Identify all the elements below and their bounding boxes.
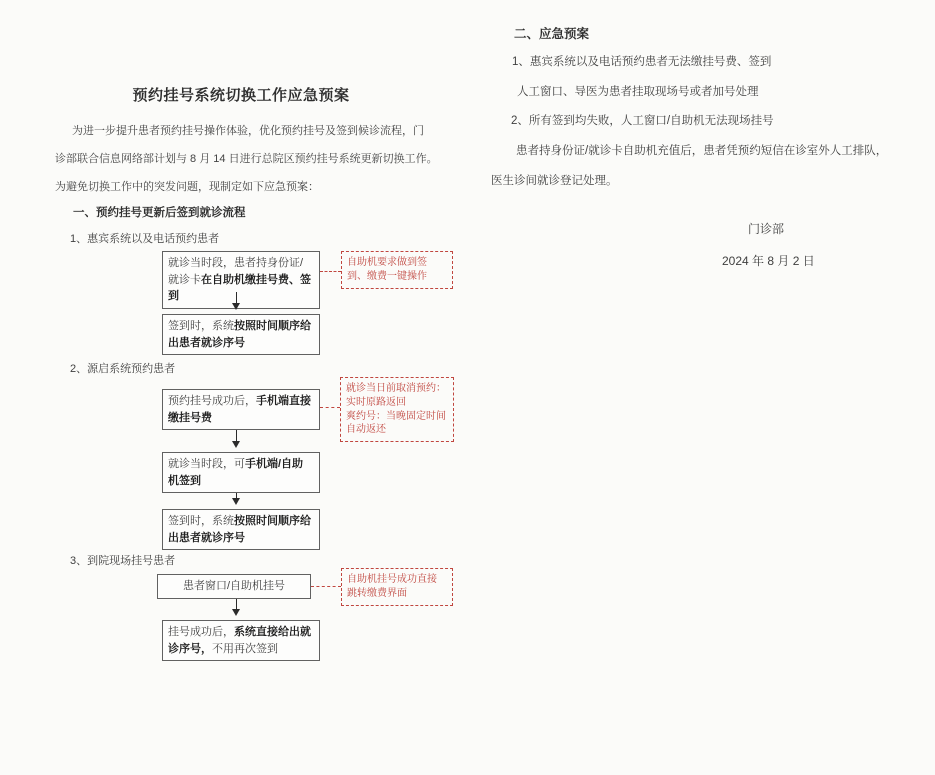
subsection-1-label: 1、惠宾系统以及电话预约患者: [70, 233, 220, 245]
flow1-step1-box: [162, 251, 320, 309]
flow2-note-line: 爽约号：当晚固定时间: [346, 410, 446, 422]
document-title: 预约挂号系统切换工作应急预案: [132, 87, 350, 104]
section1-heading: 一、预约挂号更新后签到就诊流程: [73, 207, 246, 219]
section2-line-1: 1、惠宾系统以及电话预约患者无法缴挂号费、签到: [512, 56, 772, 68]
flow3-step2-post-text: 不用再次签到: [212, 642, 278, 655]
down-arrow-icon: [236, 292, 237, 307]
subsection-3-label: 3、到院现场挂号患者: [70, 555, 176, 567]
flow2-step1-box: [162, 389, 320, 430]
flow2-step2-box: [162, 452, 320, 493]
flow1-step2-text: 签到时，系统: [168, 320, 234, 332]
down-arrow-icon: [236, 493, 237, 502]
flow3-note-box: [341, 568, 453, 606]
intro-line-1: 为进一步提升患者预约挂号操作体验，优化预约挂号及签到候诊流程，门: [72, 125, 424, 137]
dashed-connector-3: [311, 586, 341, 587]
flow1-step2-box: [162, 314, 320, 355]
down-arrow-icon: [236, 430, 237, 445]
intro-line-2: 诊部联合信息网络部计划与 8 月 14 日进行总院区预约挂号系统更新切换工作。: [55, 153, 438, 165]
flow1-note-line: 自助机要求做到签: [347, 257, 427, 268]
subsection-2-label: 2、源启系统预约患者: [70, 363, 176, 375]
dashed-connector-1: [320, 271, 341, 272]
flow2-note-box: [340, 377, 454, 442]
flow2-note-line: 自动返还: [346, 424, 386, 436]
signature-department: 门诊部: [748, 222, 785, 236]
dashed-connector-2: [320, 407, 340, 408]
flow2-step3-bold-text: 按照时间顺序给出患者就诊序号: [168, 515, 311, 544]
flow2-step1-bold-text: 手机端直接缴挂号费: [168, 395, 311, 424]
flow3-step1-box: [157, 574, 311, 599]
flow1-note-box: [341, 251, 453, 289]
flow2-note-line: 就诊当日前取消预约：: [346, 383, 446, 394]
flow1-step1-text: 就诊当时段，患者持身份证/就诊卡: [168, 257, 304, 286]
signature-date: 2024 年 8 月 2 日: [722, 254, 815, 268]
flow3-step2-box: [162, 620, 320, 661]
flow2-step3-box: [162, 509, 320, 550]
flow3-step1-text: 患者窗口/自助机挂号: [182, 580, 286, 592]
section2-line-4: 患者持身份证/就诊卡自助机充值后，患者凭预约短信在诊室外人工排队，: [516, 145, 888, 157]
section2-line-5: 医生诊间就诊登记处理。: [491, 175, 618, 187]
flow1-step2-bold-text: 按照时间顺序给出患者就诊序号: [168, 320, 311, 349]
flow3-note-line: 跳转缴费界面: [347, 587, 407, 599]
flow2-step2-bold-text: 手机端/自助机签到: [168, 458, 304, 487]
section2-heading: 二、应急预案: [514, 27, 590, 41]
flow1-step1-bold-text: 在自助机缴挂号费、签到: [168, 273, 311, 302]
flow2-step3-text: 签到时，系统: [168, 515, 234, 527]
down-arrow-icon: [236, 599, 237, 613]
flow3-note-line: 自助机挂号成功直接: [347, 574, 437, 585]
flow2-step1-text: 预约挂号成功后，: [168, 395, 256, 407]
section2-line-2: 人工窗口、导医为患者挂取现场号或者加号处理: [517, 86, 759, 98]
flow1-note-line: 到、缴费一键操作: [347, 270, 427, 282]
section2-line-3: 2、所有签到均失败，人工窗口/自助机无法现场挂号: [511, 115, 774, 127]
intro-line-3: 为避免切换工作中的突发问题，现制定如下应急预案：: [55, 181, 319, 193]
flow3-step2-bold-text: 系统直接给出就诊序号，: [168, 626, 311, 655]
flow2-note-line: 实时原路返回: [346, 396, 406, 408]
flow2-step2-text: 就诊当时段，可: [168, 458, 245, 470]
flow3-step2-text: 挂号成功后，: [168, 626, 234, 638]
